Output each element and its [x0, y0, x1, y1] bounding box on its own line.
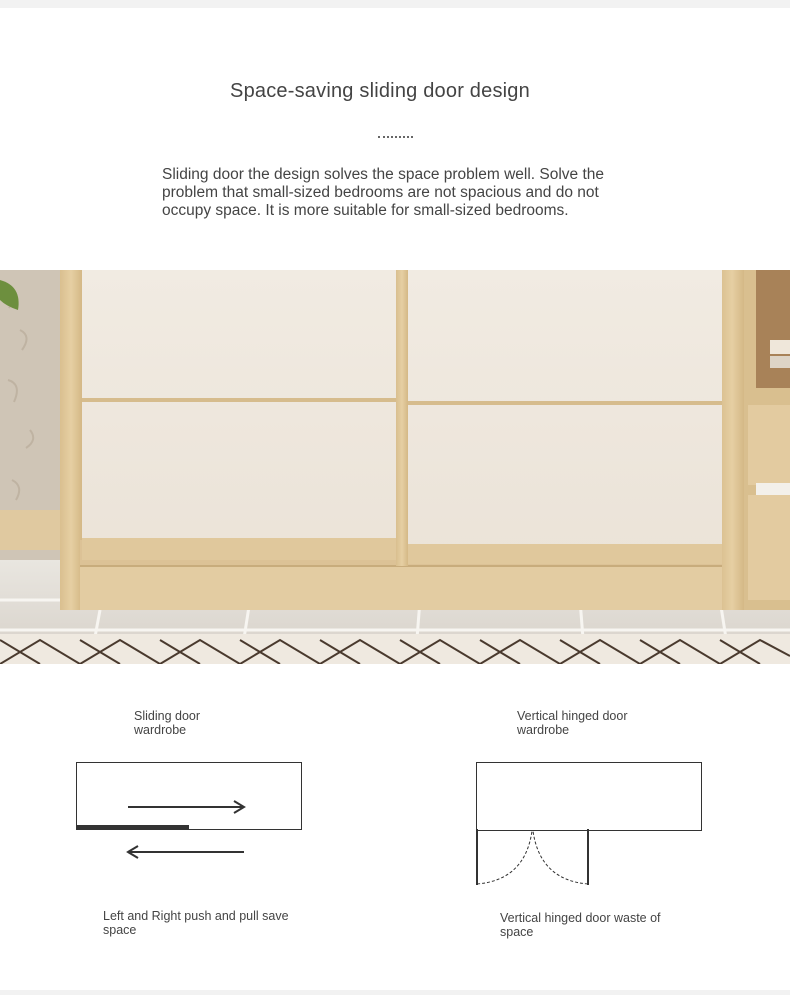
left-swing-arc [477, 831, 532, 884]
section-description: Sliding door the design solves the space problem well. Solve the problem that small-sized bedrooms are not spacious and do not occupy space. It is more suitable for small-sized bedrooms. [162, 166, 605, 219]
top-band [0, 0, 790, 8]
hinged-wardrobe-outline [476, 762, 702, 831]
sliding-door-panel [76, 825, 189, 829]
bottom-band [0, 990, 790, 995]
hinged-title-line2: wardrobe [517, 723, 570, 737]
hinged-caption [500, 911, 661, 939]
sliding-title-line2: wardrobe [134, 723, 187, 737]
hinged-door-diagram [470, 828, 600, 898]
wardrobe-photo [0, 270, 790, 664]
sliding-caption-line1: Left and Right push and pull save [103, 909, 289, 923]
sliding-title [134, 709, 200, 737]
hinged-title [517, 709, 628, 737]
sliding-caption [103, 909, 289, 937]
title-divider [378, 136, 413, 141]
right-swing-arc [533, 831, 588, 884]
hinged-title-line1: Vertical hinged door [517, 709, 628, 723]
section-title: Space-saving sliding door design [230, 80, 530, 102]
hinged-caption-line2: space [500, 925, 534, 939]
sliding-door-diagram [70, 780, 330, 900]
sliding-title-line1: Sliding door [134, 709, 201, 723]
sliding-caption-line2: space [103, 923, 137, 937]
hinged-caption-line1: Vertical hinged door waste of [500, 911, 661, 925]
